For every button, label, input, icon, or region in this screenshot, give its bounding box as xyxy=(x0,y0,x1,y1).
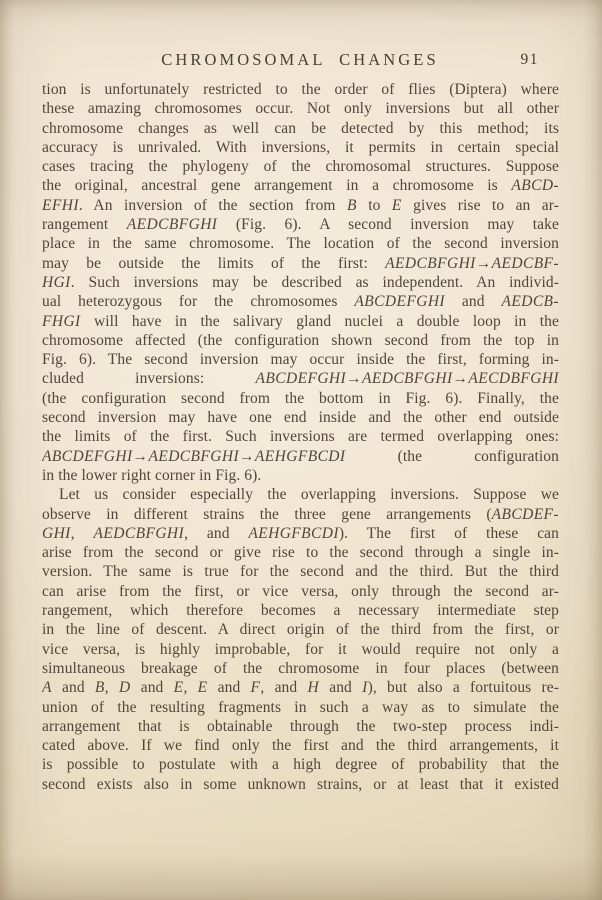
body-text-run: , xyxy=(104,679,119,697)
body-text xyxy=(42,80,559,794)
body-text-run: gives rise to an ar- xyxy=(401,196,559,214)
body-text-run: (the configuration xyxy=(345,447,559,465)
body-text-run: will have in the salivary gland nuclei a double loop in the xyxy=(80,312,559,330)
body-text-run: tion is unfortunately restricted to the order of flies (Diptera) where xyxy=(42,81,559,98)
body-text-run: , and xyxy=(260,679,308,697)
text-line xyxy=(42,273,559,292)
text-line xyxy=(42,350,559,369)
body-text-run: rangement xyxy=(42,216,127,234)
text-line xyxy=(42,369,559,388)
body-text-run: and xyxy=(130,679,174,697)
text-line xyxy=(42,775,559,794)
gene-arrangement-text: HGI xyxy=(42,273,71,291)
text-line xyxy=(42,119,559,138)
text-line xyxy=(42,582,559,601)
text-line xyxy=(42,620,559,639)
gene-arrangement-text: GHI xyxy=(42,524,71,542)
body-text-run: , xyxy=(70,524,94,542)
gene-arrangement-text: E xyxy=(173,679,184,697)
body-text-run: and xyxy=(444,293,502,311)
body-text-run: (the configuration second from the bottom in Fig. 6). Finally, the xyxy=(42,389,559,407)
text-line xyxy=(42,659,559,678)
body-text-run: cluded inversions: xyxy=(42,370,256,388)
gene-arrangement-text: H xyxy=(307,679,320,697)
gene-arrangement-text: FHGI xyxy=(42,312,81,330)
body-text-run: arise from the second or give rise to the second through a single in- xyxy=(42,544,559,562)
body-text-run: chromosome affected (the configuration shown second from the top in xyxy=(42,331,559,349)
body-text-run: can arise from the first, or vice versa, only through the second ar- xyxy=(42,582,559,600)
text-line xyxy=(42,485,559,504)
gene-arrangement-text: B xyxy=(94,679,105,697)
body-text-run: union of the resulting fragments in such a way as to simulate the xyxy=(42,698,559,716)
text-line xyxy=(42,427,559,446)
gene-arrangement-text: AEHGFBCDI xyxy=(248,524,339,542)
body-text-run: second exists also in some unknown strains, or at least that it existed xyxy=(42,775,559,793)
text-line xyxy=(42,408,559,427)
body-text-run: . Such inversions may be described as independent. An individ- xyxy=(70,273,559,291)
text-line xyxy=(42,640,559,659)
body-text-run: rangement, which therefore becomes a necessary intermediate step xyxy=(42,602,559,620)
running-title: CHROMOSOMAL CHANGES xyxy=(161,50,439,69)
body-text-run: simultaneous breakage of the chromosome in four places (between xyxy=(42,659,559,677)
text-line xyxy=(42,524,559,543)
body-text-run: arrangement that is obtainable through the two-step process indi- xyxy=(42,717,559,735)
body-text-run: ual heterozygous for the chromosomes xyxy=(42,293,355,311)
text-line xyxy=(42,543,559,562)
body-text-run: , and xyxy=(184,524,249,542)
text-line xyxy=(42,312,559,331)
body-text-run: cated above. If we find only the first and the third arrangements, it xyxy=(42,737,559,755)
body-text-run: and xyxy=(319,679,363,697)
body-text-run: and xyxy=(207,679,251,697)
gene-arrangement-text: E xyxy=(197,679,208,697)
text-line xyxy=(42,80,559,99)
text-line xyxy=(42,755,559,774)
body-text-run: these amazing chromosomes occur. Not only inversions but all other xyxy=(42,100,559,118)
body-text-run: , xyxy=(183,679,198,697)
text-line xyxy=(42,292,559,311)
gene-arrangement-text: ABCDEFGHI→AEDCBFGHI→AEHGFBCDI xyxy=(42,447,346,465)
body-text-run: to xyxy=(356,196,392,214)
page-number: 91 xyxy=(520,51,539,68)
body-text-run: ), but also a fortuitous re- xyxy=(367,679,559,697)
body-text-run: and xyxy=(51,679,95,697)
body-text-run: accuracy is unrivaled. With inversions, it permits in certain special xyxy=(42,138,559,156)
text-line xyxy=(42,157,559,176)
body-text-run: may be outside the limits of the first: xyxy=(42,254,386,272)
text-line xyxy=(42,736,559,755)
body-text-run: cases tracing the phylogeny of the chromosomal structures. Suppose xyxy=(42,158,559,176)
body-text-run: ). The first of these can xyxy=(338,524,559,542)
text-line xyxy=(42,138,559,157)
text-line xyxy=(42,601,559,620)
gene-arrangement-text: ABCDEFGHI→AEDCBFGHI→AECDBFGHI xyxy=(255,370,559,388)
text-line xyxy=(42,466,559,485)
text-line xyxy=(42,234,559,253)
body-text-run: vice versa, is highly improbable, for it would require not only a xyxy=(42,640,559,658)
text-line xyxy=(42,196,559,215)
gene-arrangement-text: ABCDEF- xyxy=(491,505,559,523)
gene-arrangement-text: AEDCB- xyxy=(501,293,559,311)
text-line xyxy=(42,505,559,524)
gene-arrangement-text: D xyxy=(118,679,131,697)
gene-arrangement-text: AEDCBFGHI xyxy=(126,216,218,234)
gene-arrangement-text: F xyxy=(250,679,261,697)
text-line xyxy=(42,215,559,234)
gene-arrangement-text: ABCDEFGHI xyxy=(354,293,445,311)
text-line xyxy=(42,698,559,717)
gene-arrangement-text: I xyxy=(362,679,368,697)
body-text-run: the limits of the first. Such inversions are termed overlapping ones: xyxy=(42,428,559,446)
text-line xyxy=(42,717,559,736)
gene-arrangement-text: AEDCBFGHI→AEDCBF- xyxy=(385,254,559,272)
body-text-run: chromosome changes as well can be detected by this method; its xyxy=(42,119,559,137)
text-line xyxy=(42,389,559,408)
gene-arrangement-text: EFHI xyxy=(42,196,79,214)
body-text-run: version. The same is true for the second and the third. But the third xyxy=(42,563,559,581)
body-text-run: in the lower right corner in Fig. 6). xyxy=(42,466,262,484)
text-line xyxy=(42,176,559,195)
body-text-run: (Fig. 6). A second inversion may take xyxy=(217,216,559,234)
body-text-run: in the line of descent. A direct origin of the third from the first, or xyxy=(42,621,559,639)
body-text-run: Fig. 6). The second inversion may occur inside the first, forming in- xyxy=(42,351,559,369)
body-text-run: is possible to postulate with a high degree of probability that the xyxy=(42,756,559,774)
text-line xyxy=(42,678,559,697)
body-text-run: second inversion may have one end inside and the other end outside xyxy=(42,409,559,427)
gene-arrangement-text: B xyxy=(346,196,357,214)
body-text-run: . An inversion of the section from xyxy=(78,196,347,214)
body-text-run: the original, ancestral gene arrangement in a chromosome is xyxy=(42,177,512,195)
gene-arrangement-text: A xyxy=(42,679,52,697)
gene-arrangement-text: AEDCBFGHI xyxy=(93,524,185,542)
page-header xyxy=(42,50,558,72)
text-line xyxy=(42,447,559,466)
text-line xyxy=(42,562,559,581)
text-line xyxy=(42,254,559,273)
body-text-run: observe in different strains the three gene arrangements ( xyxy=(42,505,492,523)
gene-arrangement-text: ABCD- xyxy=(511,177,559,195)
text-line xyxy=(42,331,559,350)
body-text-run: Let us consider especially the overlapping inversions. Suppose we xyxy=(59,486,559,504)
body-text-run: place in the same chromosome. The location of the second inversion xyxy=(42,235,559,253)
text-line xyxy=(42,99,559,118)
gene-arrangement-text: E xyxy=(391,196,402,214)
